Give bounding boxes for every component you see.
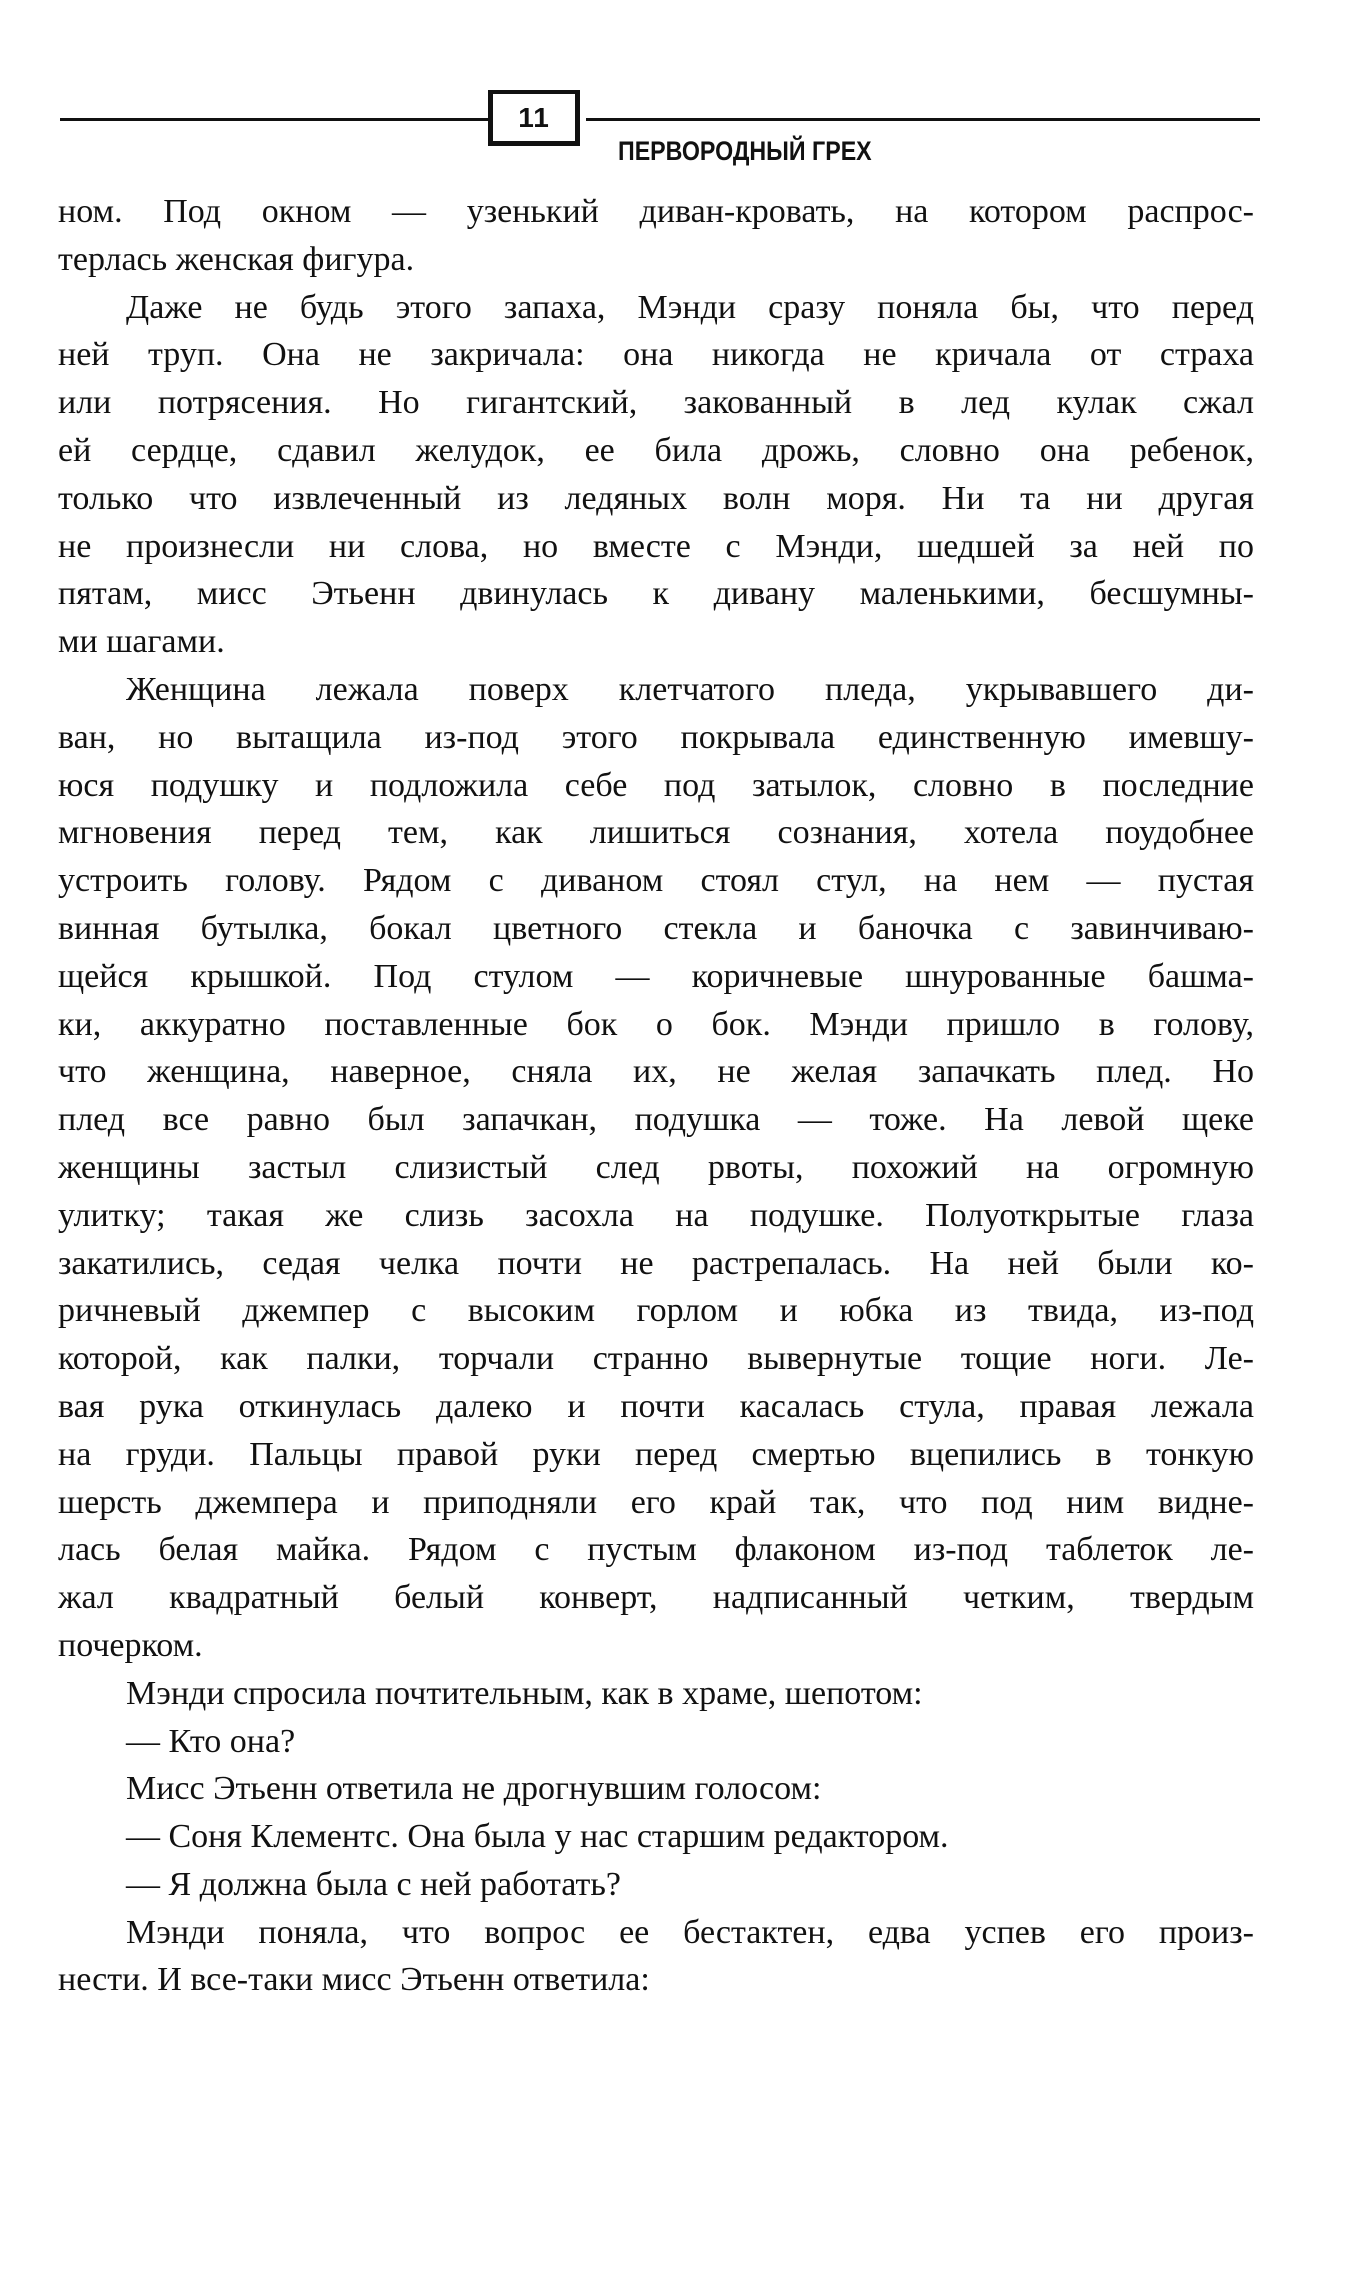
text-line: ван, но вытащила из-под этого покрывала единственную имевшу- xyxy=(58,718,1254,756)
text-line: жал квадратный белый конверт, надписанный четким, твердым xyxy=(58,1579,1254,1617)
text-line: мгновения перед тем, как лишиться сознания, хотела поудобнее xyxy=(58,814,1254,852)
text-line: Мэнди спросила почтительным, как в храме, шепотом: xyxy=(126,1674,923,1712)
text-line: улитку; такая же слизь засохла на подушке. Полуоткрытые глаза xyxy=(58,1196,1254,1234)
text-line: на груди. Пальцы правой руки перед смертью вцепились в тонкую xyxy=(58,1435,1254,1473)
text-line: — Соня Клементс. Она была у нас старшим редактором. xyxy=(126,1818,949,1856)
text-line: женщины застыл слизистый след рвоты, похожий на огромную xyxy=(58,1148,1254,1186)
text-line: что женщина, наверное, сняла их, не желая запачкать плед. Но xyxy=(58,1053,1254,1091)
page-number-box xyxy=(488,90,580,146)
text-line: Женщина лежала поверх клетчатого пледа, укрывавшего ди- xyxy=(126,670,1254,708)
text-line: вая рука откинулась далеко и почти касалась стула, правая лежала xyxy=(58,1387,1254,1425)
text-line: — Я должна была с ней работать? xyxy=(126,1865,621,1903)
text-line: или потрясения. Но гигантский, закованный в лед кулак сжал xyxy=(58,384,1254,422)
text-line: не произнесли ни слова, но вместе с Мэнди, шедшей за ней по xyxy=(58,527,1254,565)
header-rule-right xyxy=(586,118,1260,121)
text-line: лась белая майка. Рядом с пустым флаконом из-под таблеток ле- xyxy=(58,1531,1254,1569)
text-line: щейся крышкой. Под стулом — коричневые шнурованные башма- xyxy=(58,957,1254,995)
text-line: юся подушку и подложила себе под затылок, словно в последние xyxy=(58,766,1254,804)
running-header xyxy=(60,90,1260,170)
header-rule-left xyxy=(60,118,488,121)
text-line: терлась женская фигура. xyxy=(58,240,415,278)
text-line: ей сердце, сдавил желудок, ее била дрожь, словно она ребенок, xyxy=(58,431,1254,469)
text-line: ричневый джемпер с высоким горлом и юбка из твида, из-под xyxy=(58,1292,1254,1330)
body-text xyxy=(58,188,1254,2004)
text-line: плед все равно был запачкан, подушка — тоже. На левой щеке xyxy=(58,1101,1254,1139)
text-line: — Кто она? xyxy=(126,1722,296,1760)
text-line: Мэнди поняла, что вопрос ее бестактен, едва успев его произ- xyxy=(126,1913,1254,1951)
text-line: закатились, седая челка почти не растрепалась. На ней были ко- xyxy=(58,1244,1254,1282)
text-line: Мисс Этьенн ответила не дрогнувшим голосом: xyxy=(126,1770,822,1808)
text-line: почерком. xyxy=(58,1626,203,1664)
page-number: 11 xyxy=(518,101,550,133)
text-line: Даже не будь этого запаха, Мэнди сразу поняла бы, что перед xyxy=(126,288,1254,326)
running-title: ПЕРВОРОДНЫЙ ГРЕХ xyxy=(618,136,872,166)
text-line: винная бутылка, бокал цветного стекла и баночка с завинчиваю- xyxy=(58,909,1254,947)
text-line: только что извлеченный из ледяных волн моря. Ни та ни другая xyxy=(58,479,1254,517)
text-line: ней труп. Она не закричала: она никогда не кричала от страха xyxy=(58,336,1254,374)
text-line: ки, аккуратно поставленные бок о бок. Мэнди пришло в голову, xyxy=(58,1005,1254,1043)
text-line: шерсть джемпера и приподняли его край так, что под ним видне- xyxy=(58,1483,1254,1521)
text-line: устроить голову. Рядом с диваном стоял стул, на нем — пустая xyxy=(58,862,1254,900)
text-line: ми шагами. xyxy=(58,623,225,661)
text-line: пятам, мисс Этьенн двинулась к дивану маленькими, бесшумны- xyxy=(58,575,1254,613)
text-line: ном. Под окном — узенький диван-кровать, на котором распрос- xyxy=(58,193,1254,230)
text-line: которой, как палки, торчали странно вывернутые тощие ноги. Ле- xyxy=(58,1340,1254,1378)
text-line: нести. И все-таки мисс Этьенн ответила: xyxy=(58,1961,650,1999)
